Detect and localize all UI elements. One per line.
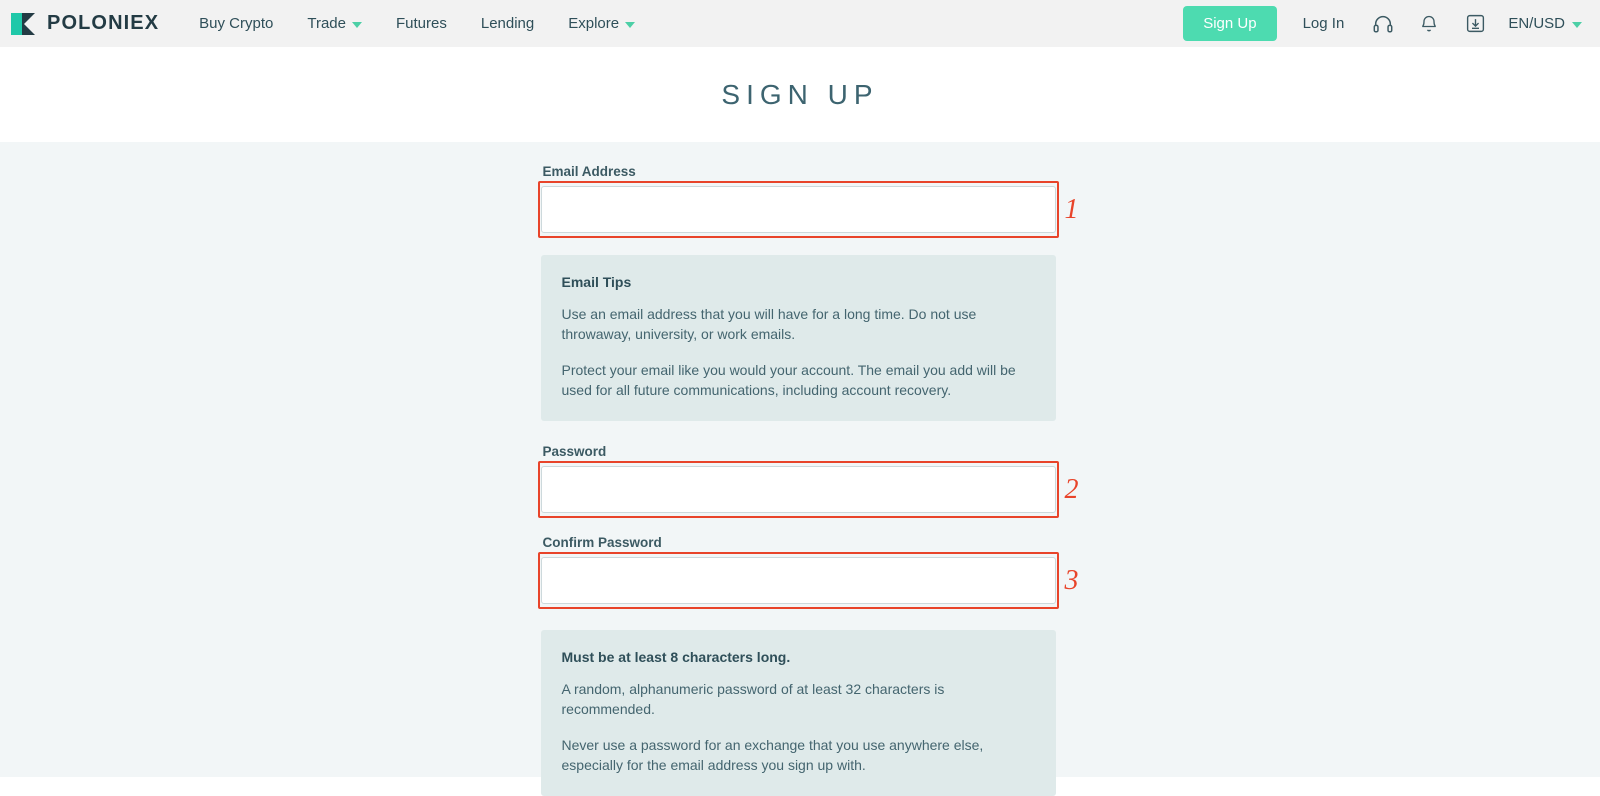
email-tips-paragraph: Use an email address that you will have for a long time. Do not use throwaway, university, or work emails. <box>561 306 977 343</box>
nav-right-group <box>1183 6 1582 41</box>
headset-icon[interactable] <box>1370 11 1396 37</box>
confirm-password-label: Confirm Password <box>542 535 662 551</box>
signup-form-area <box>0 142 1600 777</box>
chevron-down-icon <box>352 22 362 28</box>
page-title-section <box>0 47 1600 142</box>
password-tips-title: Must be at least 8 characters long. <box>561 649 791 666</box>
chevron-down-icon <box>1572 22 1582 28</box>
nav-links <box>199 15 635 32</box>
nav-item-explore[interactable] <box>568 15 635 32</box>
email-tips-title: Email Tips <box>561 274 632 290</box>
password-tips-paragraph: A random, alphanumeric password of at least 32 characters is recommended. <box>561 681 945 718</box>
language-currency-selector[interactable] <box>1508 15 1582 32</box>
top-navbar <box>0 0 1600 47</box>
nav-item-label: Futures <box>396 15 447 32</box>
email-input[interactable] <box>541 186 1056 233</box>
password-label: Password <box>542 444 607 460</box>
nav-item-label: Lending <box>480 15 535 32</box>
password-input[interactable] <box>541 466 1056 513</box>
password-tips-paragraph: Never use a password for an exchange that you use anywhere else, especially for the email address you sign up with. <box>561 736 984 774</box>
nav-item-trade[interactable] <box>307 15 362 32</box>
chevron-down-icon <box>625 22 635 28</box>
password-tips-box <box>541 630 1056 796</box>
brand-logo[interactable] <box>10 11 159 37</box>
nav-item-label: Trade <box>307 15 346 32</box>
bell-icon[interactable] <box>1416 11 1442 37</box>
step-marker-1: 1 <box>1064 193 1079 225</box>
signup-form <box>541 164 1079 796</box>
download-icon[interactable] <box>1462 11 1488 37</box>
log-in-button[interactable]: Log In <box>1302 15 1345 32</box>
email-label: Email Address <box>542 164 636 179</box>
sign-up-button[interactable]: Sign Up <box>1183 6 1276 41</box>
confirm-password-input[interactable] <box>541 557 1056 604</box>
nav-item-futures[interactable] <box>396 15 447 32</box>
page-title: SIGN UP <box>721 78 879 110</box>
nav-item-lending[interactable] <box>481 15 534 32</box>
confirm-password-field-wrapper <box>541 557 1079 604</box>
step-marker-3: 3 <box>1064 564 1079 596</box>
poloniex-logo-icon <box>10 11 36 37</box>
email-tips-box <box>541 255 1056 421</box>
language-currency-label: EN/USD <box>1508 15 1565 32</box>
email-field-wrapper <box>541 186 1079 233</box>
nav-item-buy-crypto[interactable] <box>199 15 273 32</box>
nav-item-label: Buy Crypto <box>199 15 274 32</box>
step-marker-2: 2 <box>1064 473 1079 505</box>
password-field-wrapper <box>541 466 1079 513</box>
brand-name: POLONIEX <box>47 12 160 34</box>
email-tips-paragraph: Protect your email like you would your account. The email you add will be used for all future communications, including account recovery. <box>561 361 1016 398</box>
nav-item-label: Explore <box>568 15 620 32</box>
